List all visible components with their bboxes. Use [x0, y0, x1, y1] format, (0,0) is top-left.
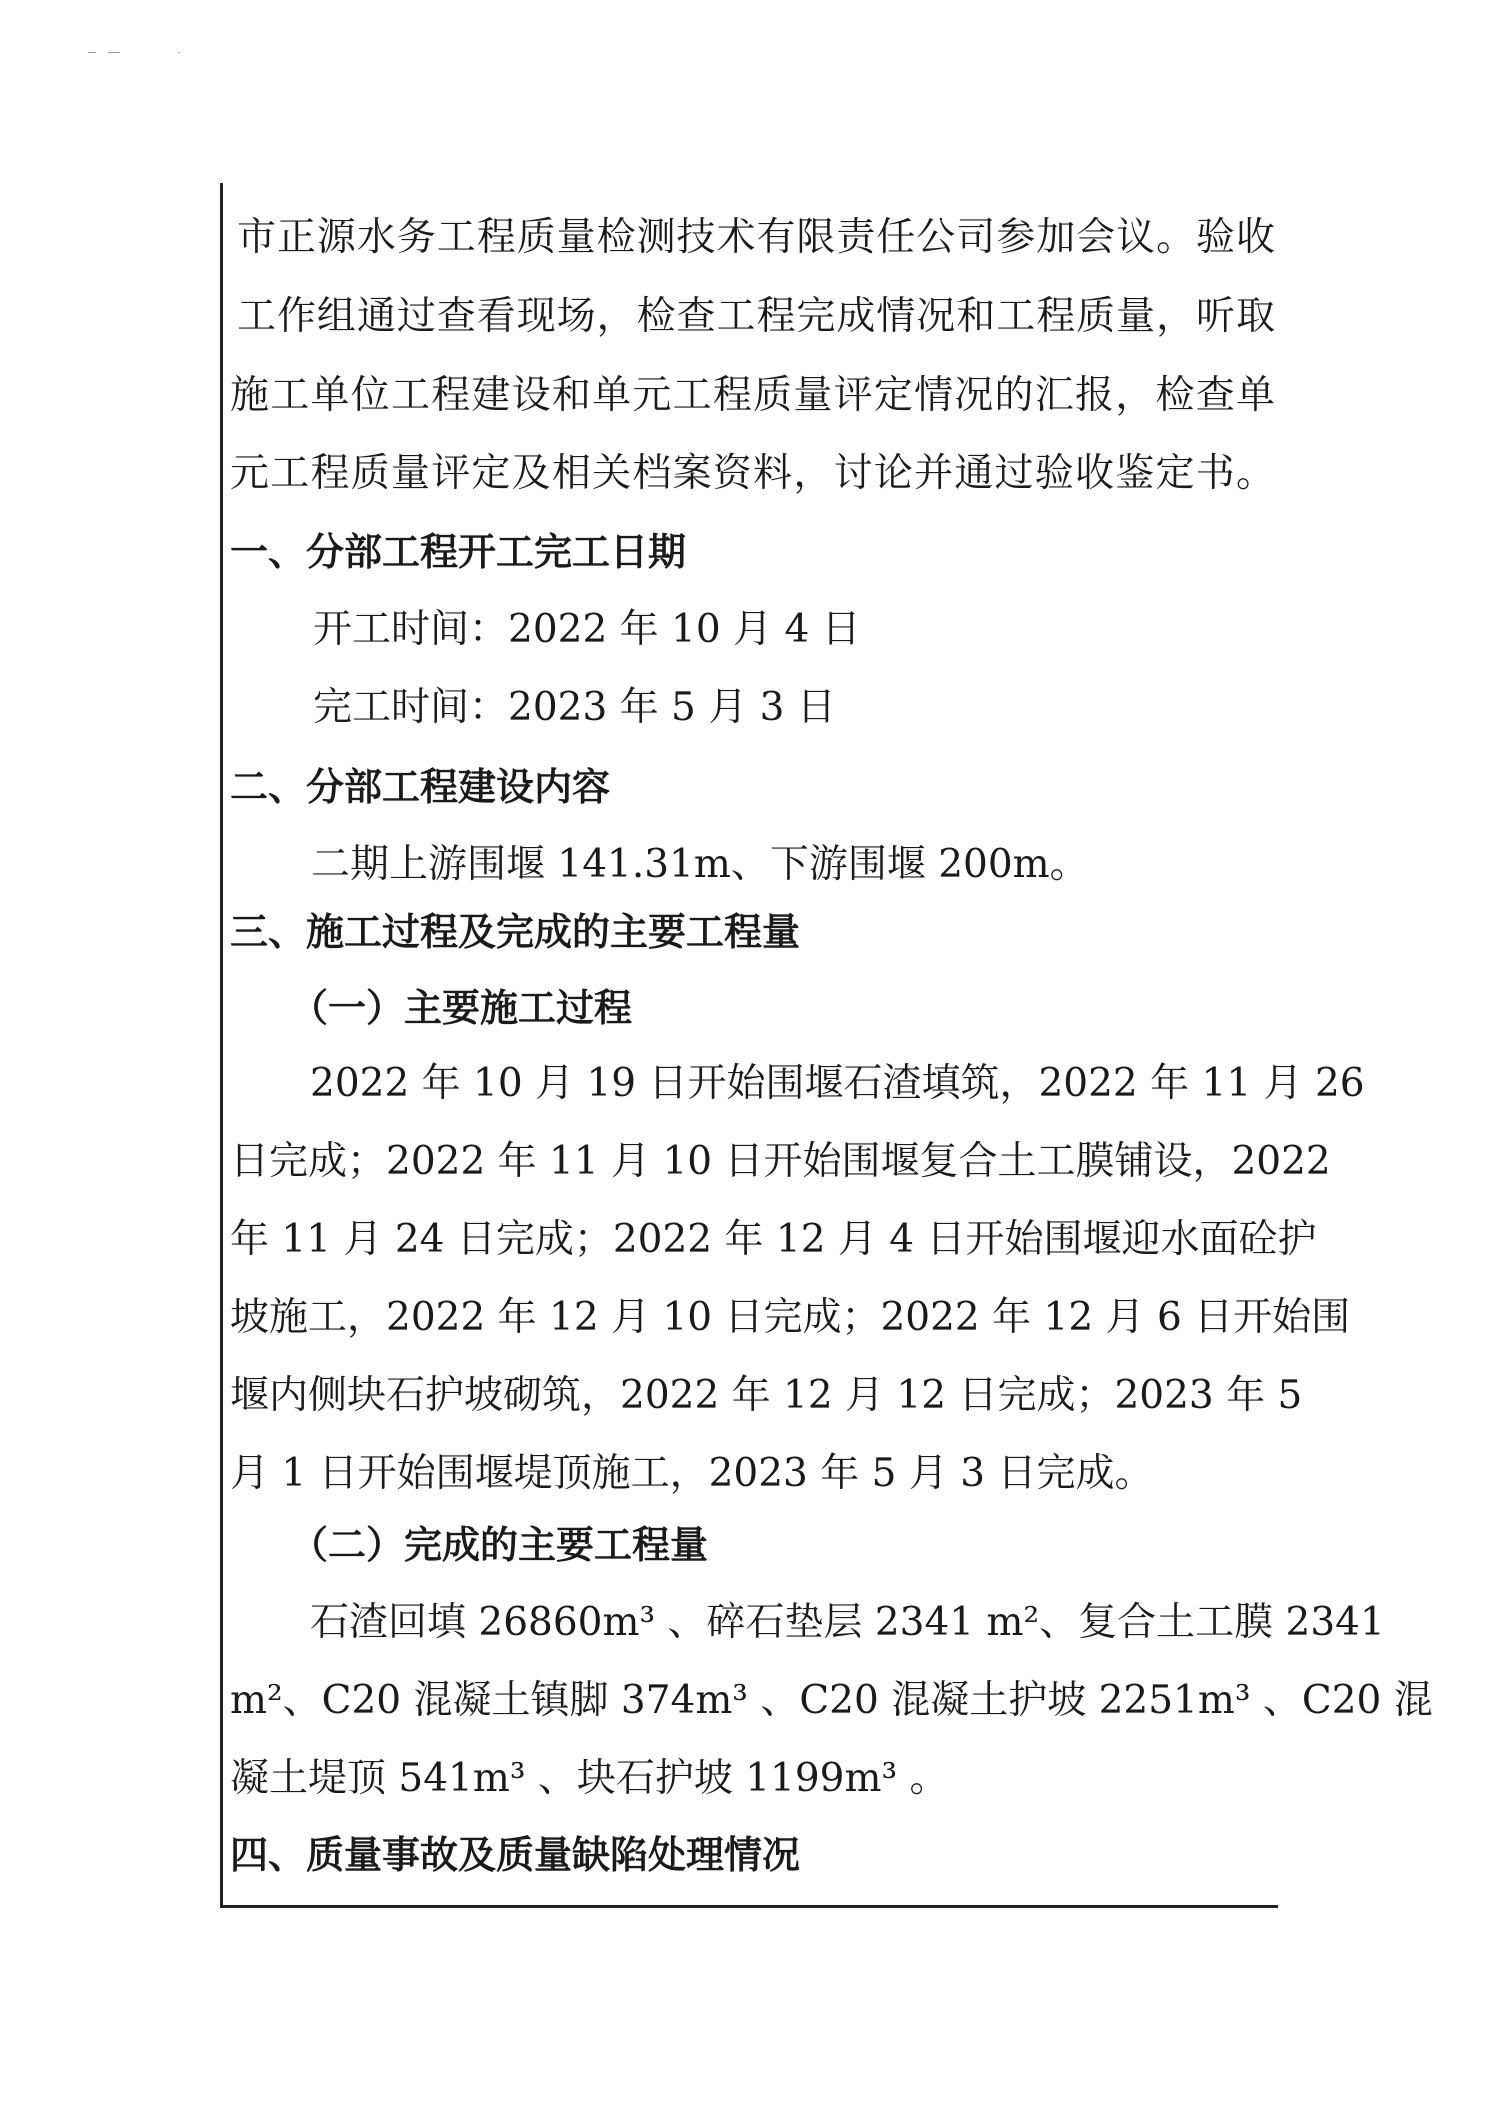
process-line-5: 堰内侧块石护坡砌筑，2022 年 12 月 12 日完成；2023 年 5 [230, 1373, 1303, 1418]
intro-line-1: 市正源水务工程质量检测技术有限责任公司参加会议。验收 [237, 215, 1275, 260]
sub1-heading: （一）主要施工过程 [290, 985, 633, 1030]
intro-line-2: 工作组通过查看现场，检查工程完成情况和工程质量，听取 [237, 294, 1275, 339]
scan-speck [108, 52, 120, 59]
section2-heading: 二、分部工程建设内容 [230, 764, 611, 809]
scan-speck [88, 52, 96, 59]
process-line-4: 坡施工，2022 年 12 月 10 日完成；2022 年 12 月 6 日开始围 [230, 1295, 1351, 1340]
process-line-1: 2022 年 10 月 19 日开始围堰石渣填筑，2022 年 11 月 26 [310, 1061, 1365, 1106]
intro-line-3: 施工单位工程建设和单元工程质量评定情况的汇报，检查单 [230, 373, 1275, 418]
start-date: 开工时间：2022 年 10 月 4 日 [313, 607, 861, 652]
quantity-line-1: 石渣回填 26860m³ 、碎石垫层 2341 m²、复合土工膜 2341 [310, 1600, 1385, 1645]
section3-heading: 三、施工过程及完成的主要工程量 [230, 909, 801, 954]
document-border [220, 183, 1433, 1908]
process-line-3: 年 11 月 24 日完成；2022 年 12 月 4 日开始围堰迎水面砼护 [230, 1217, 1317, 1262]
section4-heading: 四、质量事故及质量缺陷处理情况 [230, 1832, 801, 1877]
sub2-heading: （二）完成的主要工程量 [290, 1522, 709, 1567]
scan-speck [178, 52, 180, 59]
intro-line-4: 元工程质量评定及相关档案资料，讨论并通过验收鉴定书。 [230, 451, 1275, 496]
end-date: 完工时间：2023 年 5 月 3 日 [313, 685, 836, 730]
section2-content: 二期上游围堰 141.31m、下游围堰 200m。 [311, 842, 1089, 887]
process-line-2: 日完成；2022 年 11 月 10 日开始围堰复合土工膜铺设，2022 [230, 1139, 1331, 1184]
section1-heading: 一、分部工程开工完工日期 [230, 529, 687, 574]
quantity-line-2: m²、C20 混凝土镇脚 374m³ 、C20 混凝土护坡 2251m³ 、C20 混 [230, 1678, 1433, 1723]
process-line-6: 月 1 日开始围堰堤顶施工，2023 年 5 月 3 日完成。 [230, 1451, 1154, 1496]
quantity-line-3: 凝土堤顶 541m³ 、块石护坡 1199m³ 。 [230, 1756, 949, 1801]
